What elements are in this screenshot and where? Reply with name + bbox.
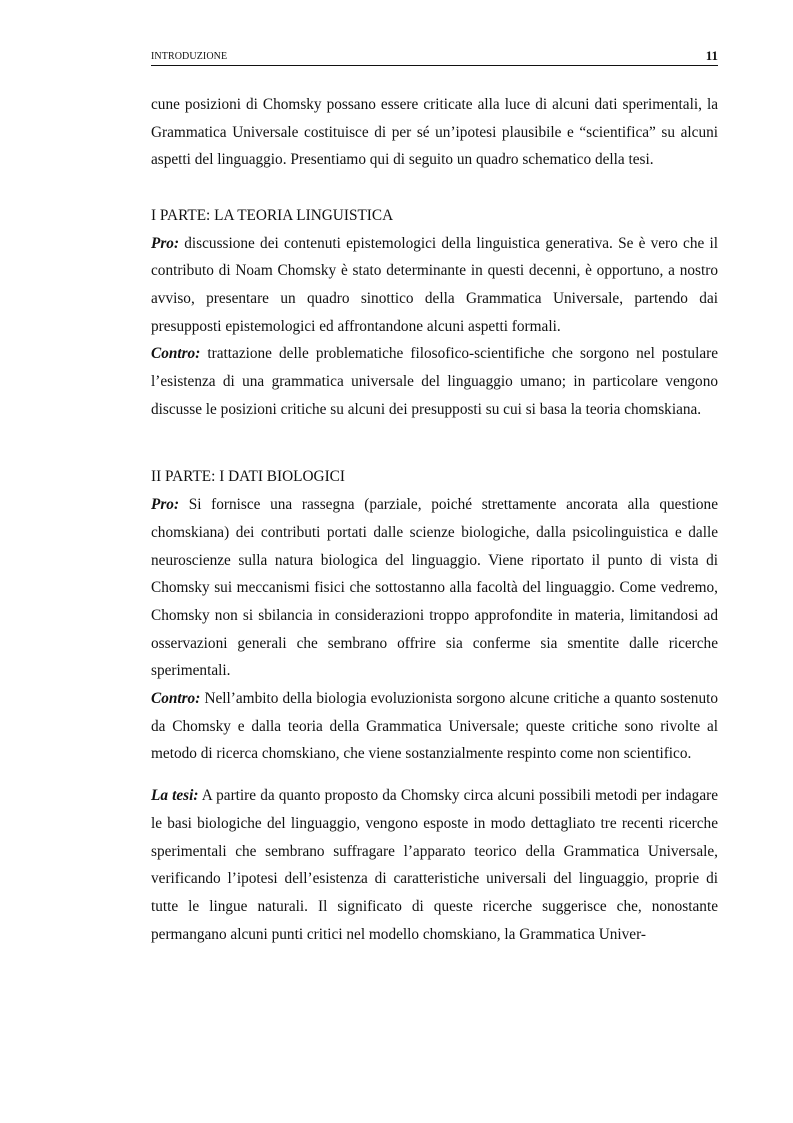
part1-contro-paragraph [151, 340, 718, 423]
part1-contro-label: Contro: [151, 345, 201, 363]
running-head: INTRODUZIONE [151, 51, 228, 62]
section-spacer [151, 174, 718, 202]
section-spacer [151, 423, 718, 463]
part1-pro-label: Pro: [151, 234, 180, 252]
part2-pro-label: Pro: [151, 496, 180, 514]
part2-contro-text: Nell’ambito della biologia evoluzionista sorgono alcune critiche a quanto sostenuto da Chomsky e dalla teoria della Grammatica Universale; queste critiche sono rivolte al metodo di ricerca chomskiano, che viene sostanzialmente respinto come non scientifico. [151, 690, 718, 763]
part2-contro-label: Contro: [151, 690, 201, 708]
part2-pro-text: Si fornisce una rassegna (parziale, poiché strettamente ancorata alla questione chomskiana) dei contributi portati dalle scienze biologiche, dalla psicolinguistica e dalle neuroscienze sulla natura biologica del linguaggio. Viene riportato il punto di vista di Chomsky sui meccanismi fisici che sottostanno alla facoltà del linguaggio. Come vedremo, Chomsky non si sbilancia in considerazioni troppo approfondite in materia, limitandosi ad osservazioni generali che sembrano offrire sia conferme sia smentite dalle ricerche sperimentali. [151, 496, 718, 680]
thesis-text: A partire da quanto proposto da Chomsky circa alcuni possibili metodi per indagare le basi biologiche del linguaggio, vengono esposte in modo dettagliato tre recenti ricerche sperimentali che sembrano suffragare l’apparato teorico della Grammatica Universale, verificando l’ipotesi dell’esistenza di caratteristiche universali del linguaggio, proprie di tutte le lingue naturali. Il significato di queste ricerche suggerisce che, nonostante permangano alcuni punti critici nel modello chomskiano, la Grammatica Univer- [151, 787, 718, 943]
part2-pro-paragraph [151, 491, 718, 685]
part2-contro-paragraph [151, 685, 718, 768]
thesis-paragraph [151, 782, 718, 948]
part1-pro-text: discussione dei contenuti epistemologici della linguistica generativa. Se è vero che il contributo di Noam Chomsky è stato determinante in questi decenni, è opportuno, a nostro avviso, presentare un quadro sinottico della Grammatica Universale, partendo dai presupposti epistemologici ed affrontandone alcuni aspetti formali. [151, 234, 718, 335]
part1-pro-paragraph [151, 230, 718, 341]
page-number: 11 [705, 48, 718, 63]
part1-heading: I PARTE: LA TEORIA LINGUISTICA [151, 206, 394, 224]
part2-heading: II PARTE: I DATI BIOLOGICI [151, 468, 345, 486]
part1-contro-text: trattazione delle problematiche filosofico-scientifiche che sorgono nel postulare l’esistenza di una grammatica universale del linguaggio umano; in particolare vengono discusse le posizioni critiche su alcuni dei presupposti su cui si basa la teoria chomskiana. [151, 345, 718, 418]
page-body [151, 91, 718, 948]
section-spacer [151, 768, 718, 782]
page-header [151, 48, 718, 66]
thesis-label: La tesi: [151, 787, 199, 805]
intro-paragraph: cune posizioni di Chomsky possano essere criticate alla luce di alcuni dati sperimentali, la Grammatica Universale costituisce di per sé un’ipotesi plausibile e “scientifica” su alcuni aspetti del linguaggio. Presentiamo qui di seguito un quadro schematico della tesi. [151, 96, 718, 169]
